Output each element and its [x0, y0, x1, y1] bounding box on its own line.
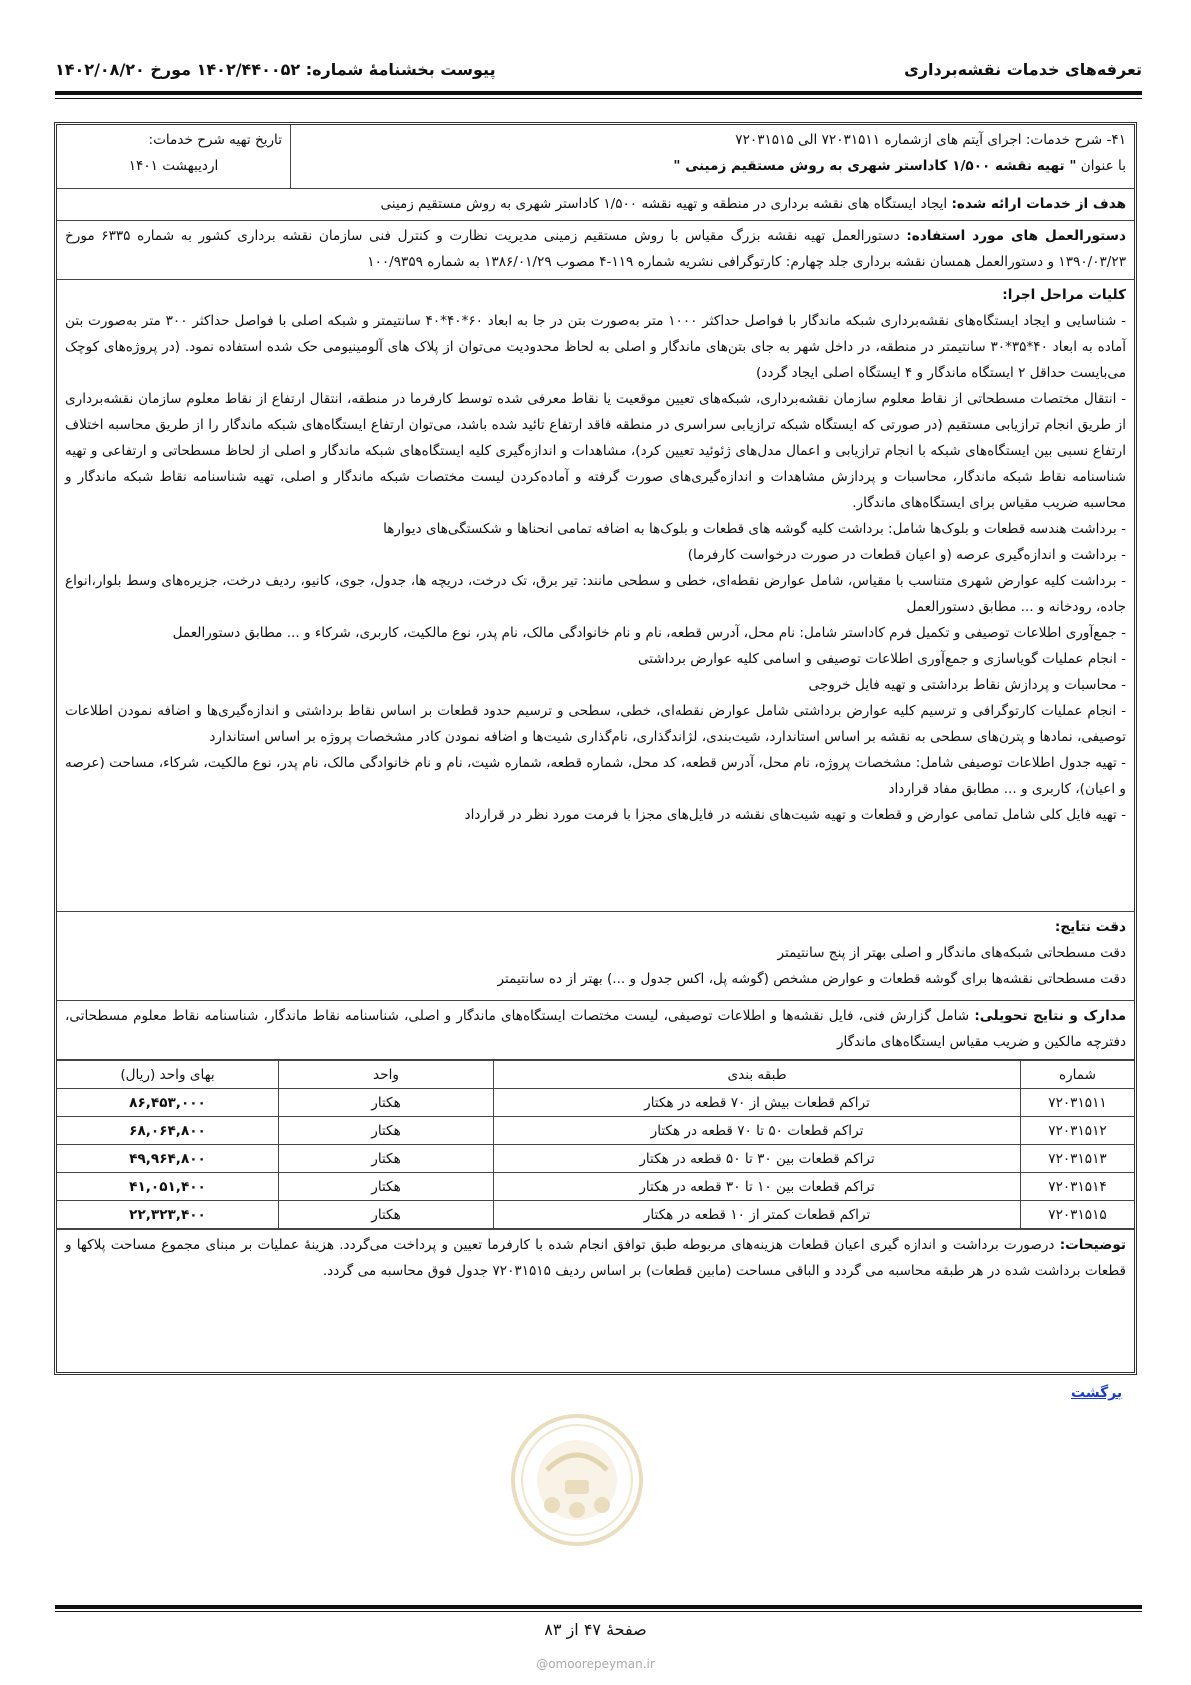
service-title-prefix: با عنوان — [1076, 158, 1126, 174]
row-code: ۷۲۰۳۱۵۱۳ — [1021, 1145, 1135, 1173]
price-table-wrap — [57, 1060, 1134, 1230]
service-line2 — [299, 153, 1126, 179]
accuracy-line1: دقت مسطحاتی شبکه‌های ماندگار و اصلی بهتر از پنج سانتیمتر — [777, 945, 1126, 961]
step-item: - انجام عملیات گویاسازی و جمع‌آوری اطلاعات توصیفی و اسامی کلیه عوارض برداشتی — [637, 651, 1126, 667]
row-price: ۴۱,۰۵۱,۴۰۰ — [57, 1173, 279, 1201]
footer-rule-thick — [55, 1605, 1142, 1609]
step-item: - جمع‌آوری اطلاعات توصیفی و تکمیل فرم کاداستر شامل: نام محل، آدرس قطعه، نام و نام خانوادگی مالک، نام پدر، نوع مالکیت، کاربری، شرکاء و ... مطابق دستورالعمل — [172, 625, 1126, 641]
row-category: تراکم قطعات بین ۳۰ تا ۵۰ قطعه در هکتار — [494, 1145, 1021, 1173]
row-price: ۴۹,۹۶۴,۸۰۰ — [57, 1145, 279, 1173]
service-date-value: اردیبهشت ۱۴۰۱ — [128, 158, 219, 174]
header-category: طبقه بندی — [494, 1061, 1021, 1089]
table-row — [57, 1117, 1134, 1145]
service-sheet — [54, 122, 1137, 1375]
row-category: تراکم قطعات ۵۰ تا ۷۰ قطعه در هکتار — [494, 1117, 1021, 1145]
header-price: بهای واحد (ریال) — [57, 1061, 279, 1089]
row-category: تراکم قطعات کمتر از ۱۰ قطعه در هکتار — [494, 1201, 1021, 1229]
header-rule-thick — [55, 91, 1142, 95]
row-code: ۷۲۰۳۱۵۱۲ — [1021, 1117, 1135, 1145]
row-price: ۶۸,۰۶۴,۸۰۰ — [57, 1117, 279, 1145]
header-code: شماره — [1021, 1061, 1135, 1089]
steps-label: کلیات مراحل اجرا: — [1002, 287, 1126, 303]
step-item: - تهیه جدول اطلاعات توصیفی شامل: مشخصات پروژه، نام محل، آدرس قطعه، کد محل، شماره قطعه، شماره شیت، نام و نام خانوادگی مالک، نام پدر، نوع مالکیت، شرکاء، مساحت (عرصه و اعیان)، کاربری و ... مطابق مفاد قرارداد — [65, 755, 1126, 797]
service-row — [57, 125, 1134, 189]
step-item: - برداشت هندسه قطعات و بلوک‌ها شامل: برداشت کلیه گوشه های قطعات و بلوک‌ها به اضافه تمامی انحناها و شکستگی‌های دیوارها — [383, 521, 1126, 537]
row-code: ۷۲۰۳۱۵۱۴ — [1021, 1173, 1135, 1201]
service-title: " تهیه نقشه ۱/۵۰۰ کاداستر شهری به روش مستقیم زمینی " — [673, 158, 1077, 174]
step-item: - انجام عملیات کارتوگرافی و ترسیم کلیه عوارض برداشتی شامل عوارض نقطه‌ای، خطی، سطحی و ترسیم حدود قطعات بر اساس نقاط برداشتی و اندازه‌گیری‌ها و اضافه نمودن اطلاعات توصیفی، نمادها و پترن‌های سطحی به نقشه بر اساس استاندارد، شیت‌بندی، لژاندگذاری، نام‌گذاری شیت‌ها و اضافه نمودن کادر مشخصات پروژه بر اساس استاندارد — [65, 703, 1126, 745]
table-row — [57, 1145, 1134, 1173]
table-row — [57, 1089, 1134, 1117]
step-item: - شناسایی و ایجاد ایستگاه‌های نقشه‌برداری شبکه ماندگار با فواصل حداکثر ۱۰۰۰ متر به‌صورت بتن در جا به ابعاد ۶۰*۴۰*۴۰ سانتیمتر و شبکه اصلی با فواصل حداکثر ۳۰۰ متر به‌صورت بتن آماده به ابعاد ۴۰*۳۵*۳۰ سانتیمتر در منطقه، در داخل شهر به جای بتن‌های ماندگار و اصلی به لحاظ محدودیت می‌توان از پلاک های آلومینیومی حک شده استفاده نمود. (در پروژه‌های کوچک می‌بایست حداقل ۲ ایستگاه ماندگار و ۴ ایستگاه اصلی ایجاد گردد) — [65, 313, 1126, 381]
table-header-row — [57, 1061, 1134, 1089]
page-header — [55, 58, 1142, 88]
row-unit: هکتار — [279, 1201, 494, 1229]
service-line1: ۴۱- شرح خدمات: اجرای آیتم های ازشماره ۷۲۰۳۱۵۱۱ الی ۷۲۰۳۱۵۱۵ — [735, 132, 1126, 148]
footer-rule-thin — [55, 1611, 1142, 1612]
deliverables-row — [57, 1001, 1134, 1060]
goal-text: ایجاد ایستگاه های نقشه برداری در منطقه و تهیه نقشه ۱/۵۰۰ کاداستر شهری به روش مستقیم زمینی — [380, 196, 952, 212]
standards-label: دستورالعمل های مورد استفاده: — [906, 228, 1126, 244]
goal-row — [57, 189, 1134, 221]
row-code: ۷۲۰۳۱۵۱۵ — [1021, 1201, 1135, 1229]
step-item: - برداشت و اندازه‌گیری عرصه (و اعیان قطعات در صورت درخواست کارفرما) — [687, 547, 1126, 563]
row-category: تراکم قطعات بیش از ۷۰ قطعه در هکتار — [494, 1089, 1021, 1117]
row-unit: هکتار — [279, 1145, 494, 1173]
header-title: تعرفه‌های خدمات نقشه‌برداری — [904, 60, 1142, 79]
step-item: - تهیه فایل کلی شامل تمامی عوارض و قطعات و تهیه شیت‌های نقشه در فایل‌های مجزا با فرمت مورد نظر در قرارداد — [464, 807, 1126, 823]
table-row — [57, 1173, 1134, 1201]
standards-text: دستورالعمل تهیه نقشه بزرگ مقیاس با روش مستقیم زمینی مدیریت نظارت و کنترل فنی سازمان نقشه برداری کشور به شماره ۶۳۳۵ مورخ ۱۳۹۰/۰۳/۲۳ و دستورالعمل همسان نقشه برداری جلد چهارم: کارتوگرافی نشریه شماره ۱۱۹-۴ مصوب ۱۳۸۶/۰۱/۲۹ به شماره ۱۰۰/۹۳۵۹ — [65, 228, 1126, 270]
accuracy-label: دقت نتایج: — [1054, 919, 1126, 935]
notes-row — [57, 1230, 1134, 1286]
goal-label: هدف از خدمات ارائه شده: — [951, 196, 1126, 212]
step-item: - برداشت کلیه عوارض شهری متناسب با مقیاس، شامل عوارض نقطه‌ای، خطی و سطحی مانند: تیر برق، تک درخت، دریچه ها، جدول، جوی، کانیو، ردیف درخت، جزیره‌های وسط بلوار،انواع جاده، رودخانه و ... مطابق دستورالعمل — [65, 573, 1126, 615]
back-link[interactable]: برگشت — [1071, 1385, 1123, 1401]
standards-row — [57, 221, 1134, 280]
row-unit: هکتار — [279, 1173, 494, 1201]
row-price: ۸۶,۴۵۳,۰۰۰ — [57, 1089, 279, 1117]
step-item: - محاسبات و پردازش نقاط برداشتی و تهیه فایل خروجی — [808, 677, 1126, 693]
deliverables-text: شامل گزارش فنی، فایل نقشه‌ها و اطلاعات توصیفی، لیست مختصات ایستگاه‌های ماندگار و اصلی، شناسنامه نقاط ماندگار، شناسنامه نقاط معلوم مسطحاتی، دفترچه مالکین و ضریب مقیاس ایستگاه‌های ماندگار — [65, 1008, 1126, 1050]
notes-label: توضیحات: — [1059, 1237, 1126, 1253]
watermark-seal-icon — [507, 1410, 647, 1550]
row-unit: هکتار — [279, 1117, 494, 1145]
accuracy-line2: دقت مسطحاتی نقشه‌ها برای گوشه قطعات و عوارض مشخص (گوشه پل، اکس جدول و ...) بهتر از ده سانتیمتر — [497, 971, 1126, 987]
steps-row — [57, 280, 1134, 912]
table-row — [57, 1201, 1134, 1229]
service-date-cell — [57, 125, 290, 188]
header-reference: پیوست بخشنامهٔ شماره: ۱۴۰۲/۴۴۰۰۵۲ مورخ ۱۴۰۲/۰۸/۲۰ — [55, 60, 496, 79]
header-rule-thin — [55, 98, 1142, 99]
accuracy-row — [57, 912, 1134, 1001]
row-price: ۲۲,۳۲۳,۴۰۰ — [57, 1201, 279, 1229]
notes-text: درصورت برداشت و اندازه گیری اعیان قطعات هزینه‌های مربوطه طبق توافق انجام شده با کارفرما تعیین و پرداخت می‌گردد. هزینهٔ عملیات بر مبنای مجموع مساحت پلاکها و قطعات برداشت شده در هر طبقه محاسبه می گردد و الباقی مساحت (مابین قطعات) بر اساس ردیف ۷۲۰۳۱۵۱۵ جدول فوق محاسبه می گردد. — [65, 1237, 1126, 1279]
service-date-label: تاریخ تهیه شرح خدمات: — [148, 132, 282, 148]
step-item: - انتقال مختصات مسطحاتی از نقاط معلوم سازمان نقشه‌برداری، شبکه‌های تعیین موقعیت یا نقاط معرفی شده توسط کارفرما در منطقه، انتقال ارتفاع از نقاط معلوم سازمان نقشه‌برداری از طریق انجام ترازیابی مستقیم (در صورتی که ایستگاه شبکه ترازیابی سراسری در منطقه فاقد ارتفاع تائید شده باشد، می‌توان ارتفاع ایستگاه‌های شبکه ماندگار را از طریق محاسبه اختلاف ارتفاع نسبی بین ایستگاه‌های شبکه با انجام ترازیابی و اعمال مدل‌های ژئوئید تعیین کرد)، مشاهدات و اندازه‌گیری کلیه ایستگاه‌های شبکه ماندگار و اصلی از لحاظ مسطحاتی و ارتفاعی و تهیه شناسنامه نقاط شبکه ماندگار، محاسبات و پردازش مشاهدات و اندازه‌گیری‌های صورت گرفته و آماده‌کردن لیست مختصات شبکه ماندگار و اصلی، تهیه شناسنامه نقاط شبکه ماندگار و محاسبه ضریب مقیاس برای ایستگاه‌های ماندگار. — [65, 391, 1126, 511]
page-number: صفحهٔ ۴۷ از ۸۳ — [544, 1620, 647, 1639]
row-unit: هکتار — [279, 1089, 494, 1117]
price-table — [57, 1060, 1134, 1229]
row-code: ۷۲۰۳۱۵۱۱ — [1021, 1089, 1135, 1117]
header-unit: واحد — [279, 1061, 494, 1089]
row-category: تراکم قطعات بین ۱۰ تا ۳۰ قطعه در هکتار — [494, 1173, 1021, 1201]
service-description — [290, 125, 1134, 188]
footer-watermark-url: @omoorepeyman.ir — [536, 1657, 655, 1671]
deliverables-label: مدارک و نتایج تحویلی: — [974, 1008, 1126, 1024]
